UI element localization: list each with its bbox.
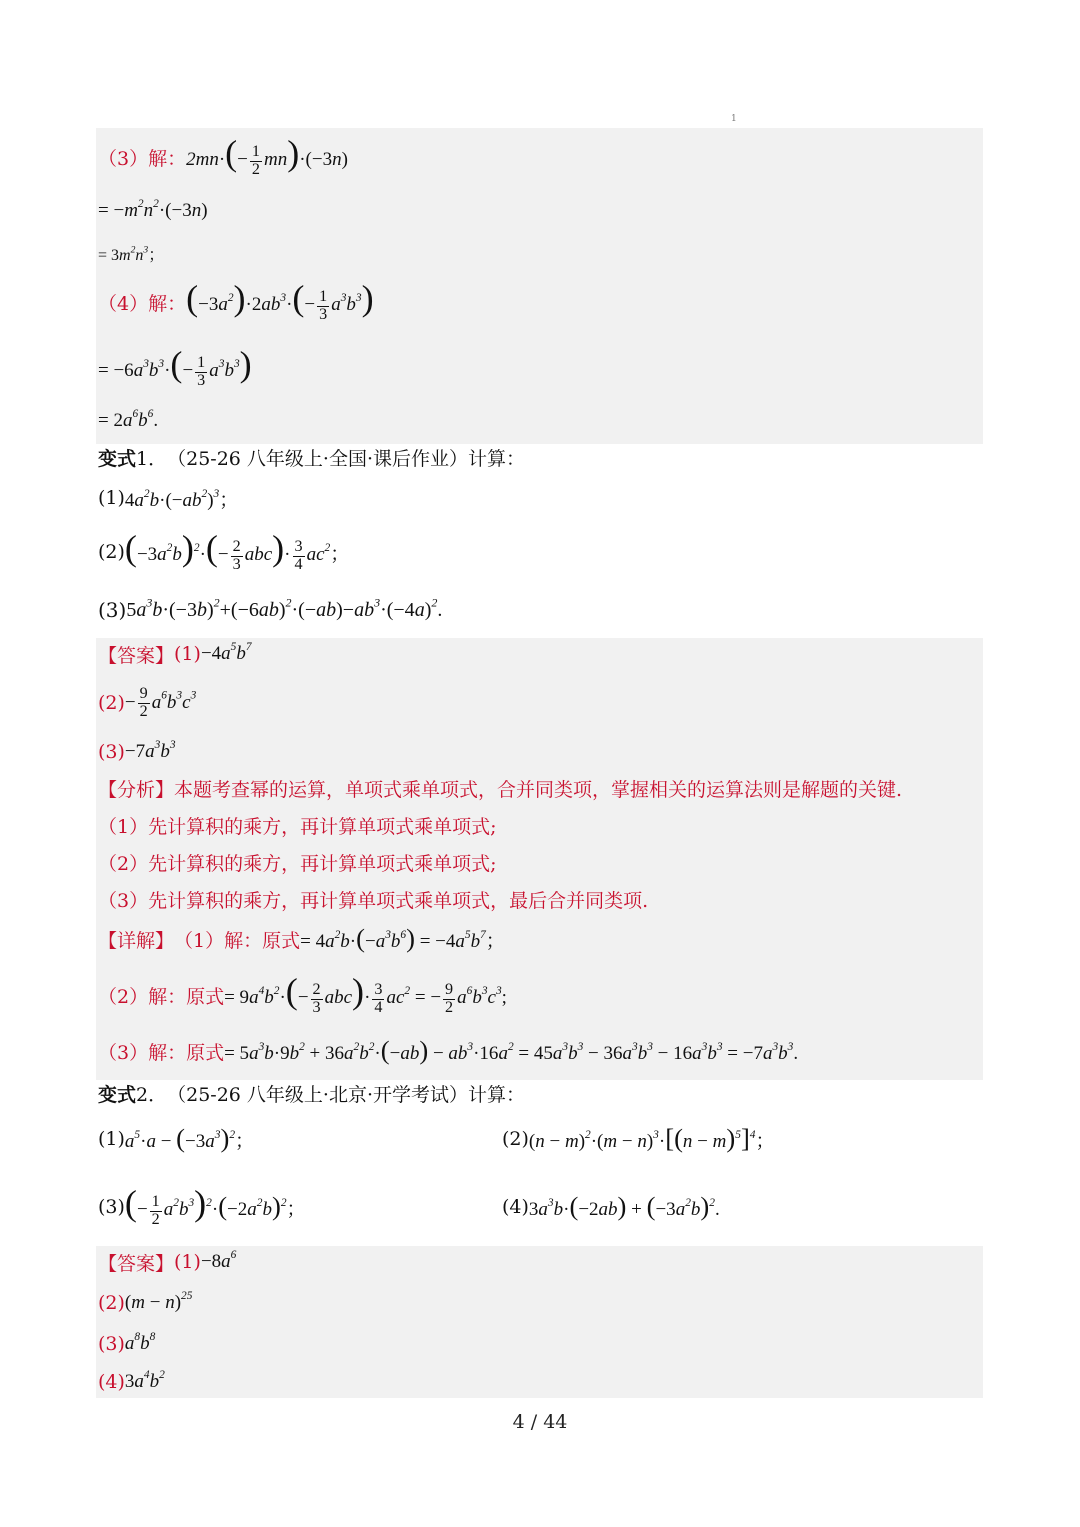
formula: $-4a^5b^7$ [200, 640, 252, 664]
variant1-number: 1． [136, 447, 168, 470]
variant1-detail-1 [98, 922, 505, 956]
analysis-step: （2）先计算积的乘方，再计算单项式乘单项式; [98, 852, 497, 875]
solution-4-result [98, 406, 158, 436]
variant2-source: （25-26 八年级上·北京·开学考试）计算： [167, 1083, 526, 1106]
variant1-problem-3 [98, 594, 442, 626]
variant1-source: （25-26 八年级上·全国·课后作业）计算： [167, 447, 526, 470]
formula: $(-3a^2)\cdot 2ab^3\cdot(-$ $\frac{1}{3}$ $a^3b^3$) [186, 278, 374, 323]
analysis-step: （3）先计算积的乘方，再计算单项式乘单项式，最后合并同类项. [98, 889, 649, 912]
formula: $5a^3b\cdot(-3b)^2+(-6ab)^2\cdot(-ab)-ab^3\cdot(-4a)^2$. [126, 594, 443, 621]
answer-label: 【答案】 [98, 644, 175, 667]
formula: $3a^3b\cdot(-2ab) + (-3a^2b)^2$. [528, 1191, 720, 1221]
analysis-label: 【分析】 [98, 778, 175, 801]
variant1-detail-2 [98, 970, 507, 1020]
formula: $-7a^3b^3$ [124, 738, 176, 762]
formula: $(m - n)^{25}$ [124, 1289, 193, 1313]
detail-step-label: （3）解：原式 [98, 1041, 225, 1064]
variant1-analysis [98, 774, 902, 802]
formula: $a^5\cdot a - (-3a^3)^2$； [124, 1123, 255, 1153]
formula: $-8a^6$ [200, 1248, 237, 1272]
problem-label: (2) [502, 1128, 529, 1150]
detail-label: 【详解】 [98, 929, 175, 952]
variant1-heading [98, 444, 525, 470]
variant2-number: 2． [136, 1083, 168, 1106]
problem-label: (4) [502, 1196, 529, 1218]
variant2-answer-3 [98, 1330, 155, 1358]
formula: = $3m^2n^3$； [98, 243, 165, 264]
analysis-text: 本题考查幂的运算，单项式乘单项式，合并同类项，掌握相关的运算法则是解题的关键. [174, 778, 903, 801]
answer-number: (3) [98, 741, 125, 763]
formula: = $-m^2n^2\cdot(-3n)$ [98, 197, 208, 221]
formula: $(n - m)^2\cdot(m - n)^3\cdot[(n - m)^5]^4$； [528, 1123, 775, 1153]
variant2-problem-1 [98, 1120, 254, 1158]
variant1-problem-1 [98, 482, 238, 514]
solution-3-step [98, 196, 208, 226]
variant2-heading [98, 1080, 525, 1106]
formula: $4a^2b\cdot(-ab^2)^3$； [124, 487, 239, 511]
variant2-answer-4 [98, 1368, 165, 1396]
variant2-answer-1 [98, 1248, 236, 1276]
variant2-problem-3 [98, 1182, 306, 1232]
formula: = $-6a^3b^3\cdot(-$ $\frac{1}{3}$ $a^3b^3$) [98, 344, 252, 389]
formula: = $5a^3b\cdot 9b^2 + 36a^2b^2\cdot(-ab) - ab^3\cdot 16a^2 = 45a^3b^3 - 36a^3b^3 - 16a^3b^3 = -7a^3b^3$. [224, 1035, 799, 1065]
formula: (− $\frac{1}{2}$ $a^2b^3)^2\cdot(-2a^2b)^2$； [124, 1183, 306, 1228]
problem-label: (3) [98, 1196, 125, 1218]
solution-4 [98, 278, 374, 326]
answer-number: (1) [174, 1251, 201, 1273]
formula: = $4a^2b\cdot(-a^3b^6) = -4a^5b^7$； [300, 923, 505, 953]
variant1-answer-2 [98, 680, 196, 726]
variant2-problem-4 [502, 1190, 720, 1224]
problem-label: (3) [98, 598, 127, 622]
formula: = $2a^6b^6$. [98, 407, 159, 431]
variant1-detail-3 [98, 1034, 798, 1068]
formula: $(-3a^2b)^2\cdot(-$ $\frac{2}{3}$ abc)· $\frac{3}{4}$ $ac^2$； [124, 528, 350, 573]
problem-label: (2) [98, 541, 125, 563]
variant1-title: 变式 [98, 447, 137, 470]
formula: = $9a^4b^2\cdot(-$ $\frac{2}{3}$ abc)· $\frac{3}{4}$ $ac^2$ = − $\frac{9}{2}$ $a^6b^3c^3$; [224, 971, 507, 1016]
solution-4-step [98, 344, 252, 392]
solution-4-label: （4）解： [98, 292, 187, 315]
answer-number: (3) [98, 1333, 125, 1355]
answer-number: (4) [98, 1371, 125, 1393]
variant2-title: 变式 [98, 1083, 137, 1106]
variant2-answer-2 [98, 1288, 192, 1318]
formula: 2mn·(− $\frac{1}{2}$ mn)·(−3n) [186, 133, 348, 178]
answer-number: (1) [174, 643, 201, 665]
answer-number: (2) [98, 1292, 125, 1314]
variant1-answer-3 [98, 738, 176, 766]
solution-3-result [98, 240, 164, 266]
answer-label: 【答案】 [98, 1252, 175, 1275]
formula: $a^8b^8$ [124, 1330, 156, 1354]
answer-number: (2) [98, 692, 125, 714]
solution-3 [98, 134, 348, 180]
problem-label: (1) [98, 487, 125, 509]
solution-3-label: （3）解： [98, 147, 187, 170]
problem-label: (1) [98, 1128, 125, 1150]
variant1-answer-1 [98, 640, 252, 668]
page-number: 4 / 44 [512, 1411, 568, 1433]
detail-step-label: （1）解：原式 [174, 929, 301, 952]
variant2-problem-2 [502, 1120, 775, 1158]
detail-step-label: （2）解：原式 [98, 985, 225, 1008]
variant1-problem-2 [98, 528, 349, 576]
analysis-step: （1）先计算积的乘方，再计算单项式乘单项式; [98, 815, 497, 838]
corner-mark: 1 [731, 114, 737, 124]
formula: $3a^4b^2$ [124, 1368, 165, 1392]
formula: − $\frac{9}{2}$ $a^6b^3c^3$ [124, 684, 197, 720]
